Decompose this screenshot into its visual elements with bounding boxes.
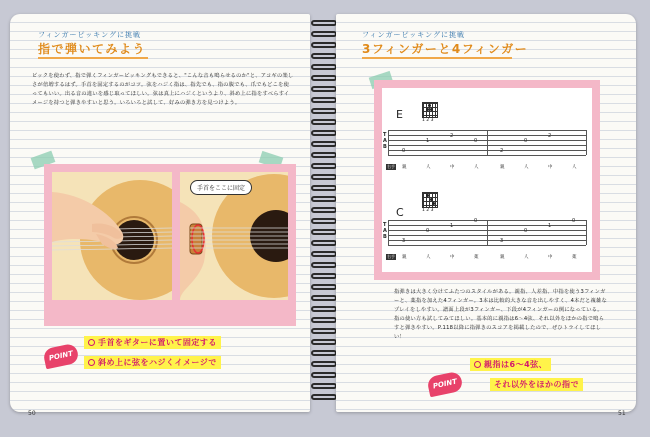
point-badge-right: POINT [426,371,463,398]
tab-number: 1 [426,138,430,144]
right-headline: 3フィンガーと4フィンガー [362,42,529,56]
tab-label-b: B [383,144,387,150]
page-number-left: 50 [28,410,36,417]
point-line-3: 親指は6〜4弦、 [470,358,551,371]
spiral-binding [311,20,337,408]
tab-number: 3 [500,238,504,244]
right-kicker: フィンガーピッキングに挑戦 [362,31,465,39]
right-body-text: 指弾きは大きく分けてふたつのスタイルがある。親指、人差指、中指を使う3フィンガーと、薬指を加えた4フィンガー。3本は比較的大きな音を出しやすく、4本だと複雑なプレイをしやすい。譜面上段が3フィンガー、下段が4フィンガーの例になっている。指の使い方も試してみてほしい。基本的に親指は6〜4弦、それ以外をほかの指で鳴らすと弾きやすい。P.118以降に指弾きのスコアを掲載したので、ぜひトライしてほしい！ [394,289,608,340]
page-number-right: 51 [618,410,626,417]
tab-number: 0 [426,228,430,234]
diagram-fingering: 1 2 3 [422,118,434,123]
finger-label: 親 [500,165,505,170]
bullet-icon [88,339,95,346]
diagram-fingering: 1 2 3 [422,208,434,213]
right-hand-badge: 右手 [387,254,395,259]
point-line-4: それ以外をほかの指で [490,378,583,391]
tab-number: 2 [548,133,552,139]
right-headline-underline [362,57,512,59]
right-page [336,14,636,417]
finger-label: 人 [426,255,431,260]
finger-label: 親 [402,255,407,260]
point-line-2: 斜め上に弦をハジくイメージで [84,356,221,369]
finger-label: 中 [450,165,455,170]
tab-label-t: T [383,222,387,228]
finger-label: 人 [474,165,479,170]
tab-score [382,88,592,272]
chord-name: E [396,108,403,121]
tab-label-a: A [383,228,387,234]
tab-number: 0 [524,228,528,234]
bullet-icon [88,359,95,366]
chord-diagram [422,192,438,208]
left-headline-underline [38,57,148,59]
photo-frame [44,164,296,326]
tab-number: 0 [524,138,528,144]
tab-number: 0 [474,218,478,224]
bullet-icon [474,361,481,368]
wrist-callout: 手首をここに固定 [190,180,252,195]
guitar-hand-photo [52,172,172,300]
chord-diagram [422,102,438,118]
finger-label: 中 [548,255,553,260]
left-body-text: ピックを使わず、指で弾くフィンガーピッキングもできると、"こんな音も鳴らせるのか"と、アコギの楽しさが倍増するはず。手首を固定するのがコツ。弦をハジく指は、指先でも、指の腹でも、爪でもどこを使ってもいい。出る音の違いを感じ取ってほしい。弦は真上にハジくというより、斜め上に指をすべらすイメージを持つと弾きやすいと思う。いろいろと試して、好みの弾き方を見つけよう。 [32,73,294,106]
tab-number: 0 [572,218,576,224]
finger-label: 薬 [474,255,479,260]
tab-number: 2 [450,133,454,139]
tab-number: 3 [402,238,406,244]
tab-number: 0 [402,148,406,154]
finger-label: 親 [402,165,407,170]
finger-label: 人 [524,165,529,170]
tab-label-b: B [383,234,387,240]
score-frame [374,80,600,280]
tab-label-a: A [383,138,387,144]
tab-number: 1 [450,223,454,229]
finger-label: 薬 [572,255,577,260]
finger-label: 人 [572,165,577,170]
left-kicker: フィンガーピッキングに挑戦 [38,31,141,39]
chord-name: C [396,206,404,219]
tab-number: 1 [548,223,552,229]
finger-label: 人 [426,165,431,170]
finger-label: 親 [500,255,505,260]
tab-number: 0 [474,138,478,144]
point-badge-left: POINT [42,343,79,370]
right-hand-badge: 右手 [387,164,395,169]
left-page [10,14,310,417]
left-headline: 指で弾いてみよう [38,42,147,56]
point-line-1: 手首をギターに置いて固定する [84,336,221,349]
finger-label: 中 [548,165,553,170]
tab-label-t: T [383,132,387,138]
tab-number: 2 [500,148,504,154]
finger-label: 中 [450,255,455,260]
finger-label: 人 [524,255,529,260]
